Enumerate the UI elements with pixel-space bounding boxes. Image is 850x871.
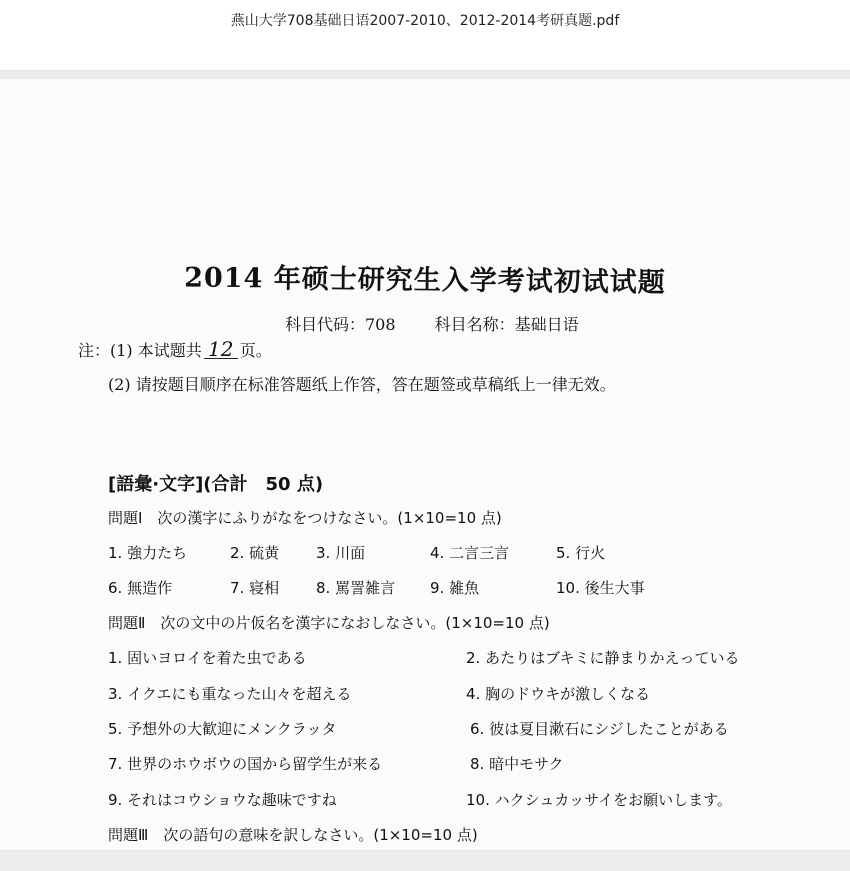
question-2-prompt: 問題Ⅱ 次の文中の片仮名を漢字になおしなさい。(1×10=10 点) (108, 614, 550, 632)
note1-suffix: 页。 (239, 341, 272, 360)
q2-item: 3. イクエにも重なった山々を超える (108, 685, 352, 703)
question-3-prompt: 問題Ⅲ 次の語句の意味を訳しなさい。(1×10=10 点) (108, 826, 478, 844)
question-1-prompt: 問題Ⅰ 次の漢字にふりがなをつけなさい。(1×10=10 点) (108, 509, 502, 527)
subject-line (285, 312, 613, 335)
page-separator-bottom (0, 850, 850, 871)
q2-item: 4. 胸のドウキが激しくなる (466, 685, 651, 703)
note-answer-rule: (2) 请按题目顺序在标准答题纸上作答，答在题签或草稿纸上一律无效。 (108, 375, 616, 394)
q1-item: 1. 強力たち (108, 544, 188, 562)
subject-name: 科目名称：基础日语 (434, 315, 579, 334)
q1-item: 10. 後生大事 (556, 579, 645, 597)
subject-code: 科目代码：708 (285, 315, 396, 334)
viewer-header (0, 0, 850, 70)
q1-item: 3. 川面 (316, 544, 366, 562)
handwritten-page-count: 12 (204, 340, 238, 359)
q1-item: 2. 硫黄 (230, 544, 280, 562)
document-filename: 燕山大学708基础日语2007-2010、2012-2014考研真题.pdf (230, 13, 620, 29)
q2-item: 7. 世界のホウボウの国から留学生が来る (108, 755, 383, 773)
q2-item: 6. 彼は夏目漱石にシジしたことがある (470, 720, 729, 738)
note-page-count (78, 338, 272, 361)
q1-item: 4. 二言三言 (430, 544, 510, 562)
exam-title: 2014 年硕士研究生入学考试初试试题 (184, 262, 666, 299)
q2-item: 5. 予想外の大歓迎にメンクラッタ (108, 720, 337, 738)
note1-prefix: 注：(1) 本试题共 (78, 341, 202, 360)
q1-item: 7. 寝相 (230, 579, 280, 597)
q2-item: 2. あたりはブキミに静まりかえっている (466, 649, 740, 667)
q2-item: 8. 暗中モサク (470, 755, 564, 773)
q1-item: 9. 雑魚 (430, 579, 480, 597)
q2-item: 1. 固いヨロイを着た虫である (108, 649, 307, 667)
q1-item: 6. 無造作 (108, 579, 173, 597)
q1-item: 8. 罵詈雑言 (316, 579, 396, 597)
section-heading: [語彙·文字](合計 50 点) (108, 474, 324, 495)
q1-item: 5. 行火 (556, 544, 606, 562)
q2-item: 9. それはコウショウな趣味ですね (108, 791, 337, 809)
q2-item: 10. ハクシュカッサイをお願いします。 (466, 791, 732, 809)
